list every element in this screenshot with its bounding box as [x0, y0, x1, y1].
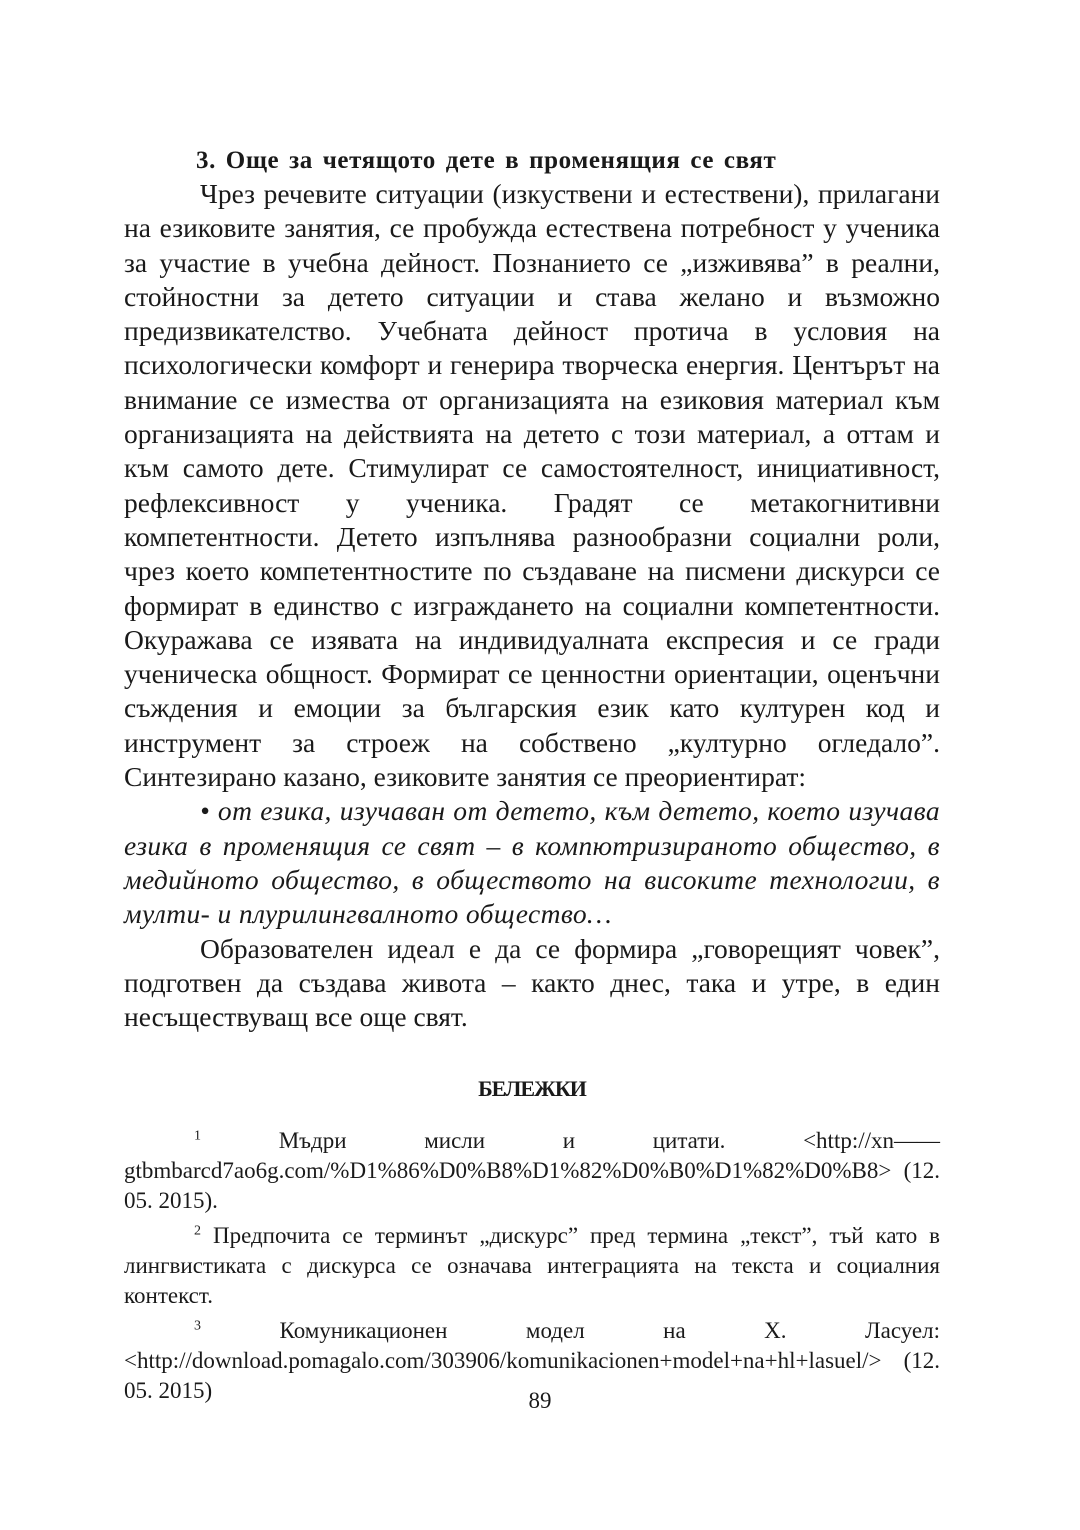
body-paragraph-2: Образователен идеал е да се формира „говорещият човек”, подготвен да създава живота – както днес, така и утре, в един несъществуващ все още свят.: [124, 932, 940, 1033]
footnote-text: Комуникационен модел на Х. Ласуел: <http://download.pomagalo.com/303906/komunikacionen+model+na+hl+lasuel/> (12. 05. 2015): [124, 1318, 940, 1404]
body-paragraph-1: Чрез речевите ситуации (изкуствени и естествени), прилагани на езиковите занятия, се пробужда естествена потребност у ученика за участие в учебна дейност. Познанието се „изживява” в реални, стойностни за детето ситуации и става желано и възможно предизвикателство. Учебната дейност протича в условия на психологически комфорт и генерира творческа енергия. Центърът на внимание се измества от организацията на езиковия материал към организацията на действията на детето с този материал, а оттам и към самото дете. Стимулират се самостоятелност, инициативност, рефлексивност у ученика. Градят се метакогнитивни компетентности. Детето изпълнява разнообразни социални роли, чрез което компетентностите по създаване на писмени дискурси се формират в единство с изграждането на социални компетентности. Окуражава се изявата на индивидуалната експресия и се гради ученическа общност. Формират се ценностни ориентации, оценъчни съждения и емоции за българския език като културен код и инструмент за строеж на собствено „културно огледало”. Синтезирано казано, езиковите занятия се преориентират:: [124, 178, 940, 793]
page-content: [124, 145, 940, 1411]
footnote-number: 2: [194, 1223, 201, 1239]
footnote-text: Мъдри мисли и цитати. <http://xn——gtbmbarcd7ao6g.com/%D1%86%D0%B8%D1%82%D0%B0%D1%82%D0%B8> (12. 05. 2015).: [124, 1128, 941, 1214]
footnote-number: 1: [194, 1128, 201, 1144]
page-number: 89: [528, 1388, 552, 1413]
section-heading: 3. Още за четящото дете в променящия се свят: [196, 147, 777, 174]
footnote-2: [124, 1221, 940, 1311]
notes-title: БЕЛЕЖКИ: [478, 1076, 586, 1102]
bullet-paragraph: • от езика, изучаван от детето, към детето, което изучава езика в променящия се свят – в компютризираното общество, в медийното общество, в обществото на високите технологии, в мулти- и плурилингвалното общество…: [124, 795, 940, 930]
footnote-1: [124, 1126, 940, 1216]
footnote-text: Предпочита се терминът „дискурс” пред термина „текст”, тъй като в лингвистиката с дискурса се означава интеграцията на текста и социалния контекст.: [124, 1223, 941, 1309]
footnotes-list: [124, 1126, 940, 1406]
footnote-number: 3: [194, 1318, 201, 1334]
